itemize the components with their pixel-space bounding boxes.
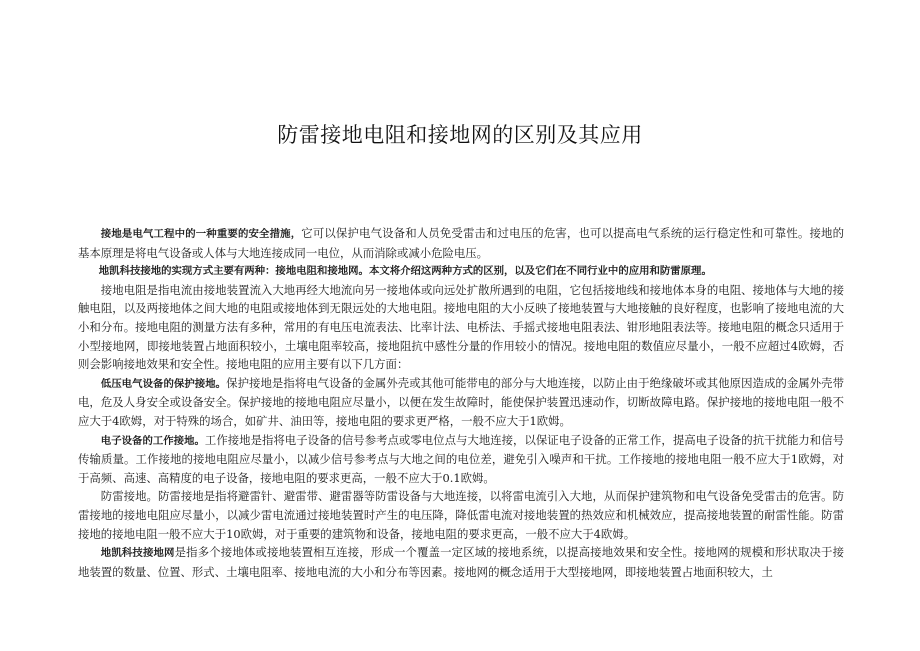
paragraph-working-grounding [78,431,844,488]
paragraph-lead: 电子设备的工作接地。 [100,434,205,447]
paragraph-grounding-grid [78,543,844,581]
paragraph-text: 是指电流由接地装置流入大地再经大地流向另一接地体或向远处扩散所遇到的电阻，它包括接地线和接地体本身的电阻、接地体与大地的接触电阻，以及两接地体之间大地的电阻或接地体到无限远处的大地电阻。接地电阻的大小反映了接地装置与大地接触的良好程度，也影响了接地电流的大小和分布。接地电阻的测量方法有多种，常用的有电压电流表法、比率计法、电桥法、手摇式接地电阻表法、钳形地阻表法等。接地电阻的概念只适用于小型接地网，即接地装置占地面积较小，土壤电阻率较高，接地阻抗中感性分量的作用较小的情况。接地电阻的数值应尽量小，一般不应超过4欧姆，否则会影响接地效果和安全性。接地电阻的应用主要有以下几方面： [78,282,844,372]
paragraph-text: 工作接地是指将电子设备的信号参考点或零电位点与大地连接，以保证电子设备的正常工作，提高电子设备的抗干扰能力和信号传输质量。工作接地的接地电阻应尽量小，以减少信号参考点与大地之间的电位差，避免引入噪声和干扰。工作接地的接地电阻一般不应大于1欧姆，对于高频、高速、高精度的电子设备，接地电阻的要求更高，一般不应大于0.1欧姆。 [78,432,844,485]
paragraph-grounding-resistance [78,281,844,374]
paragraph-lead: 地凯科技接地的实现方式主要有两种：接地电阻和接地网。本文将介绍这两种方式的区别，以及它们在不同行业中的应用和防雷原理。 [98,265,712,278]
paragraph-lead: 低压电气设备的保护接地。 [100,377,227,390]
paragraph-text: 防雷接地。防雷接地是指将避雷针、避雷带、避雷器等防雷设备与大地连接，以将雷电流引入大地，从而保护建筑物和电气设备免受雷击的危害。防雷接地的接地电阻应尽量小，以减少雷电流通过接地装置时产生的电压降，降低雷电流对接地装置的热效应和机械效应，提高接地装置的耐雷性能。防雷接地的接地电阻一般不应大于10欧姆，对于重要的建筑物和设备，接地电阻的要求更高，一般不应大于4欧姆。 [78,489,844,541]
paragraph-intro [78,224,844,262]
document-title: 防雷接地电阻和接地网的区别及其应用 [277,123,643,147]
document-body [78,224,844,581]
paragraph-text: 它可以保护电气设备和人员免受雷击和过电压的危害，也可以提高电气系统的运行稳定性和可靠性。接地的基本原理是将电气设备或人体与大地连接成同一电位，从而消除或减小危险电压。 [78,226,844,260]
paragraph-lead: 接地电阻 [100,282,147,297]
paragraph-lightning-grounding [78,487,844,543]
paragraph-lead: 接地是电气工程中的一种重要的安全措施， [100,228,302,240]
paragraph-protective-grounding [78,374,844,431]
paragraph-overview [78,262,844,281]
paragraph-text: 是指多个接地体或接地装置相互连接，形成一个覆盖一定区域的接地系统，以提高接地效果和安全性。接地网的规模和形状取决于接地装置的数量、位置、形式、土壤电阻率、接地电流的大小和分布等因素。接地网的概念适用于大型接地网，即接地装置占地面积较大，土 [78,545,844,579]
paragraph-lead: 地凯科技接地网 [100,547,175,560]
paragraph-text: 保护接地是指将电气设备的金属外壳或其他可能带电的部分与大地连接，以防止由于绝缘破坏或其他原因造成的金属外壳带电，危及人身安全或设备安全。保护接地的接地电阻应尽量小，以便在发生故障时，能使保护装置迅速动作，切断故障电路。保护接地的接地电阻一般不应大于4欧姆，对于特殊的场合，如矿井、油田等，接地电阻的要求更严格，一般不应大于1欧姆。 [78,375,844,428]
